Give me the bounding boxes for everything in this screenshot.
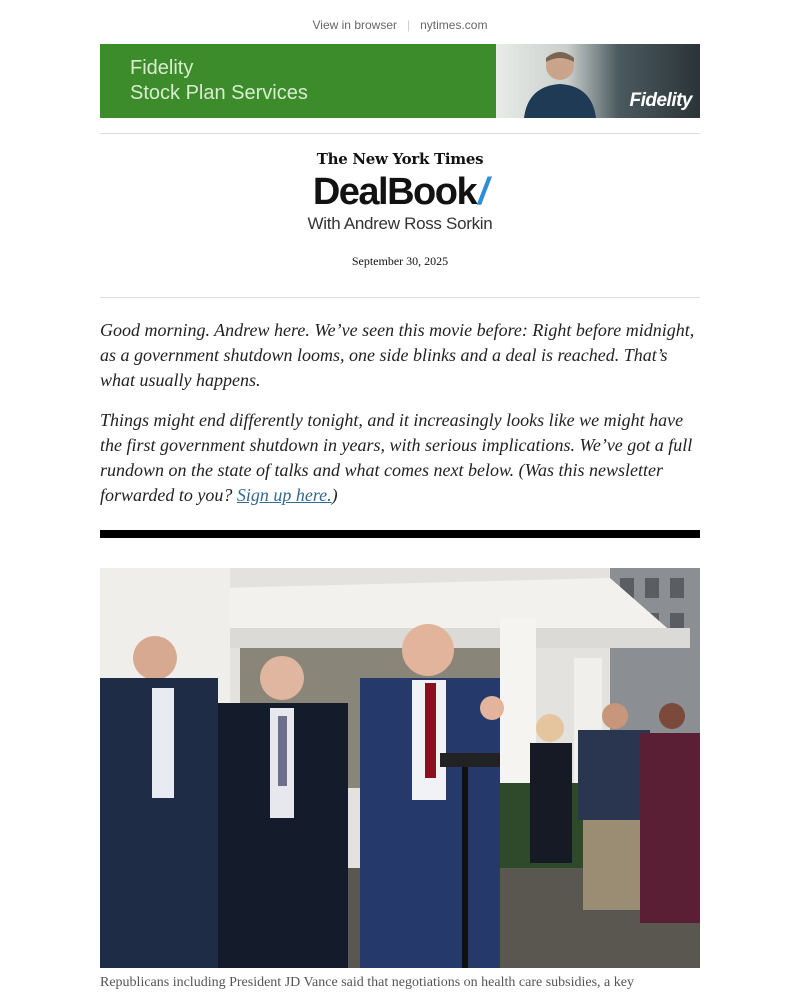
- issue-date: September 30, 2025: [351, 254, 449, 268]
- dealbook-logo: [100, 172, 700, 212]
- section-rule: [100, 530, 700, 538]
- top-links: [100, 0, 700, 44]
- dealbook-wordmark: DealBook: [312, 171, 477, 213]
- masthead: [100, 134, 700, 297]
- lead-photo-image: [100, 568, 700, 968]
- ad-product-line: Stock Plan Services: [130, 82, 308, 104]
- fidelity-logo: Fidelity: [629, 90, 692, 111]
- lead-photo[interactable]: [100, 568, 700, 968]
- link-separator: |: [407, 18, 411, 32]
- intro-paragraph-2: [100, 408, 700, 508]
- nyt-logo: The New York Times: [316, 150, 484, 168]
- fidelity-ad-banner[interactable]: [100, 44, 700, 118]
- ad-photo-panel: [496, 44, 700, 118]
- nytimes-link[interactable]: nytimes.com: [420, 18, 488, 32]
- sign-up-link[interactable]: Sign up here.: [236, 485, 332, 505]
- ad-text-panel: [100, 44, 496, 118]
- ad-person-image: [516, 44, 598, 118]
- photo-caption: Republicans including President JD Vance said that negotiations on health care subsidies, a key: [100, 975, 634, 990]
- byline: With Andrew Ross Sorkin: [307, 214, 493, 233]
- view-in-browser-link[interactable]: View in browser: [312, 18, 397, 32]
- intro-paragraph-2-text: Things might end differently tonight, and it increasingly looks like we might have the first government shutdown in years, with serious implications. We’ve got a full rundown on the state of talks and what comes next below. (Was this newsletter forwarded to you?: [100, 410, 693, 505]
- intro-section: [100, 298, 700, 508]
- intro-paragraph-2-end: ): [331, 485, 338, 505]
- figure-left: [100, 636, 218, 968]
- dealbook-slash: /: [478, 171, 488, 213]
- intro-paragraph-1: Good morning. Andrew here. We’ve seen this movie before: Right before midnight, as a government shutdown looms, one side blinks and a deal is reached. That’s what usually happens.: [100, 320, 695, 390]
- ad-brand-line: Fidelity: [130, 57, 194, 79]
